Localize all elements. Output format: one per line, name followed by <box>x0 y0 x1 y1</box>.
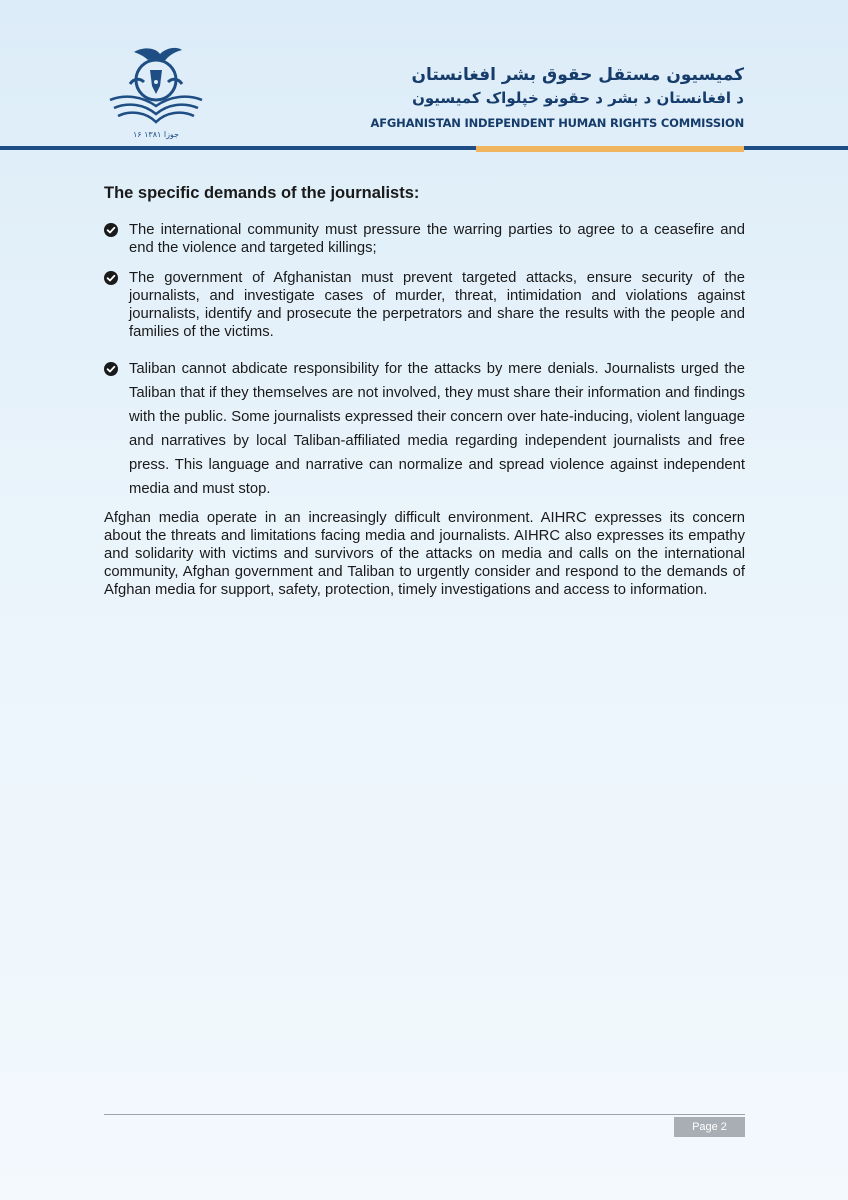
check-circle-icon <box>104 223 118 237</box>
logo-date: ۱۶ جوزا ۱۳۸۱ <box>132 130 180 139</box>
check-circle-icon <box>104 362 118 376</box>
list-item-text: The international community must pressure the warring parties to agree to a ceasefire and end the violence and targeted killings; <box>129 222 745 256</box>
demands-list <box>104 221 745 501</box>
org-name-english: AFGHANISTAN INDEPENDENT HUMAN RIGHTS COMMISSION <box>370 116 744 130</box>
page-number-badge: Page 2 <box>674 1117 745 1137</box>
footer-rule <box>104 1114 745 1115</box>
list-item <box>104 269 745 341</box>
org-name-dari: کمیسیون مستقل حقوق بشر افغانستان <box>411 65 744 85</box>
org-name-pashto: د افغانستان د بشر د حقونو خپلواک کمیسیون <box>412 89 744 107</box>
aihrc-logo-icon <box>104 38 208 142</box>
list-item-text: The government of Afghanistan must prevent targeted attacks, ensure security of the journalists, and investigate cases of murder, threat, intimidation and violations against journalists, identify and prosecute the perpetrators and share the results with the people and families of the victims. <box>129 270 745 340</box>
check-circle-icon <box>104 271 118 285</box>
header-rule-gold <box>476 146 744 152</box>
page-header <box>0 0 848 152</box>
list-item-text: Taliban cannot abdicate responsibility for the attacks by mere denials. Journalists urged the Taliban that if they themselves are not involved, they must share their information and findings with the public. Some journalists expressed their concern over hate-inducing, violent language and narratives by local Taliban-affiliated media regarding independent journalists and free press. This language and narrative can normalize and spread violence against independent media and must stop. <box>129 361 745 497</box>
section-heading: The specific demands of the journalists: <box>104 184 420 202</box>
list-item <box>104 221 745 257</box>
list-item <box>104 357 745 501</box>
closing-paragraph: Afghan media operate in an increasingly difficult environment. AIHRC expresses its concern about the threats and limitations facing media and journalists. AIHRC also expresses its empathy and solidarity with victims and survivors of the attacks on media and calls on the international community, Afghan government and Taliban to urgently consider and respond to the demands of Afghan media for support, safety, protection, timely investigations and access to information. <box>104 510 745 598</box>
main-content <box>104 184 745 599</box>
